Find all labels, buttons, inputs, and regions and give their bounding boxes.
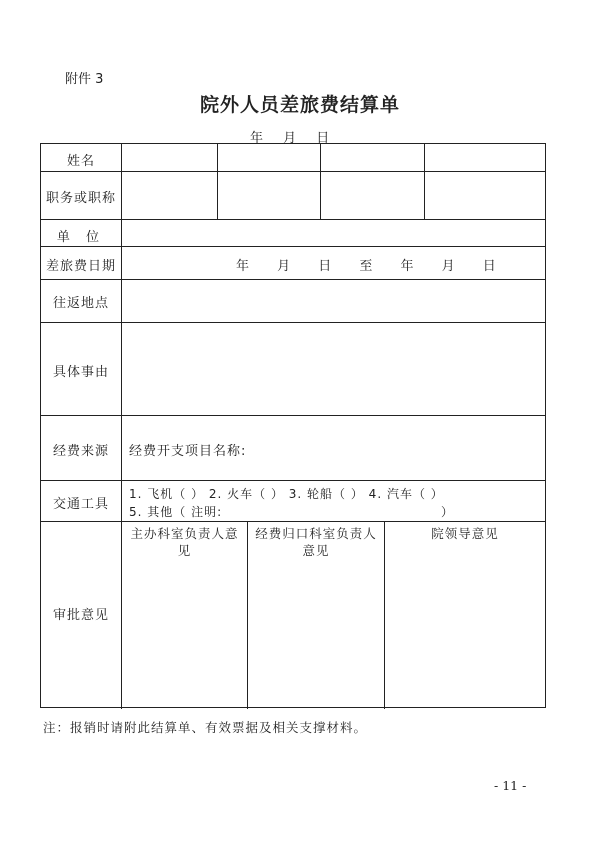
row-divider: [41, 480, 545, 481]
attachment-label: 附件 3: [65, 72, 104, 87]
row-divider: [41, 415, 545, 416]
label-travel-date: 差旅费日期: [45, 259, 116, 274]
cell-divider: [320, 144, 321, 219]
cell-divider: [217, 144, 218, 219]
funding-value: 经费开支项目名称:: [129, 444, 247, 459]
row-divider: [41, 171, 545, 172]
transport-options-line2-end: ）: [441, 505, 455, 519]
approval-col-dept-head-line2: 见: [177, 543, 192, 558]
label-column-divider: [121, 144, 122, 709]
transport-options-line2: 5. 其他（ 注明:: [129, 505, 223, 519]
cell-divider: [424, 144, 425, 219]
cell-divider: [384, 521, 385, 709]
form-title: 院外人员差旅费结算单: [199, 94, 400, 116]
transport-options-line1: 1. 飞机（ ） 2. 火车（ ） 3. 轮船（ ） 4. 汽车（ ）: [129, 487, 444, 501]
row-divider: [41, 246, 545, 247]
approval-col-funding-dept-line2: 意见: [302, 543, 330, 558]
row-divider: [41, 521, 545, 522]
label-position: 职务或职称: [45, 191, 116, 206]
approval-col-dept-head-line1: 主办科室负责人意: [130, 526, 239, 541]
label-funding: 经费来源: [52, 444, 109, 459]
label-name: 姓名: [66, 154, 95, 169]
label-transport: 交通工具: [52, 497, 109, 512]
label-unit: 单 位: [56, 230, 106, 245]
row-divider: [41, 279, 545, 280]
settlement-form: [40, 143, 546, 708]
label-reason: 具体事由: [52, 365, 109, 380]
travel-date-value: 年 月 日 至 年 月 日: [236, 259, 497, 274]
approval-col-funding-dept-line1: 经费归口科室负责人: [255, 526, 377, 541]
form-date: 年 月 日: [250, 131, 332, 146]
row-divider: [41, 219, 545, 220]
approval-col-leadership: 院领导意见: [431, 526, 499, 541]
page-number: - 11 -: [494, 778, 527, 793]
row-divider: [41, 322, 545, 323]
label-route: 往返地点: [52, 296, 109, 311]
footnote: 注：报销时请附此结算单、有效票据及相关支撑材料。: [43, 720, 368, 735]
approval-col-funding-dept: [248, 525, 384, 559]
approval-col-dept-head: [122, 525, 247, 559]
label-approval: 审批意见: [52, 608, 109, 623]
